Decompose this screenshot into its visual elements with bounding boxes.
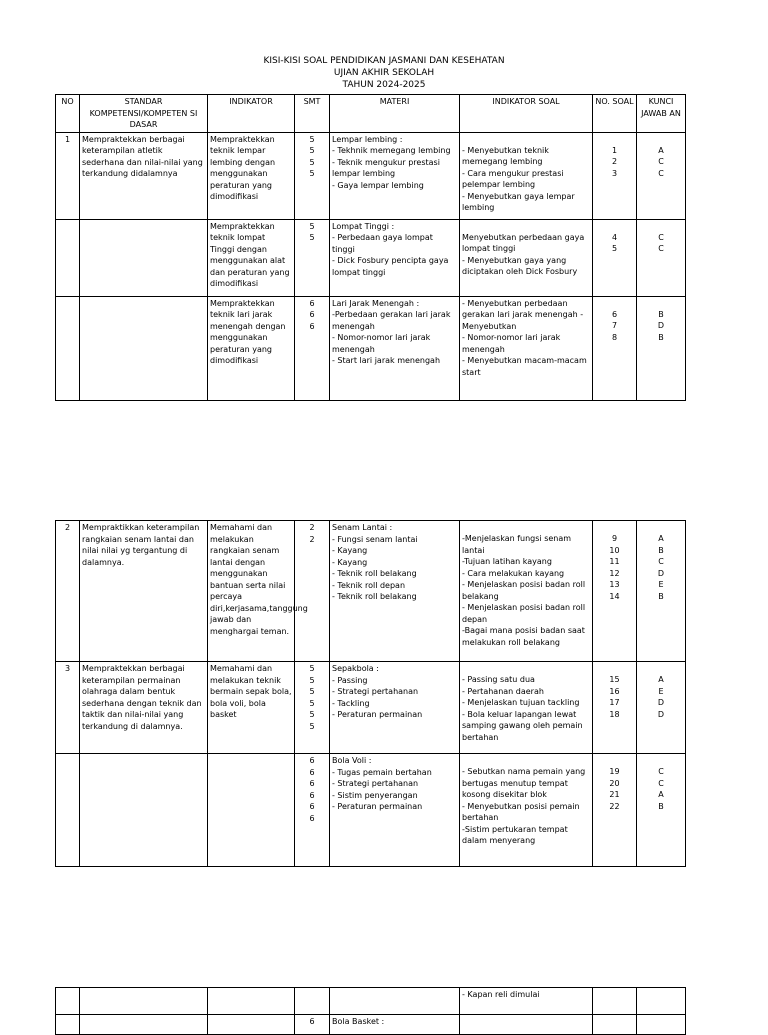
indikator-cell [208, 988, 295, 1015]
no-soal-value: 4 [611, 232, 618, 242]
indikator-soal-item: - Menyebutkan macam-macam start [462, 356, 587, 377]
smt-value: 5 [309, 664, 315, 673]
materi-item: - Tekhnik memegang lembing [332, 146, 451, 155]
indikator-cell: Memahami dan melakukan rangkaian senam lantai dengan menggunakan bantuan serta nilai percaya diri,kerjasama,tanggung jawab dan menghargai teman. [208, 521, 295, 662]
kunci-value: B [658, 332, 664, 342]
no-soal-value: 17 [609, 698, 620, 707]
indikator-soal-item: - Cara mengukur prestasi pelempar lembing [462, 168, 564, 189]
no-soal-cell [593, 662, 637, 754]
no-soal-value: 1 [611, 145, 618, 155]
standar-cell: Mempraktikkan keterampilan rangkaian senam lantai dan nilai nilai yg tergantung di dalamnya. [80, 521, 208, 662]
indikator-cell: Memahami dan melakukan teknik bermain sepak bola, bola voli, bola basket [208, 662, 295, 754]
smt-value: 2 [309, 523, 315, 532]
indikator-cell [208, 754, 295, 867]
materi-item: - Sistim penyerangan [332, 790, 418, 800]
no-soal-value: 3 [611, 168, 618, 178]
indikator-cell: Mempraktekkan teknik lompat Tinggi dengan menggunakan alat dan peraturan yang dimodifikasi [208, 219, 295, 296]
title-line-2: UJIAN AKHIR SEKOLAH [333, 68, 435, 78]
materi-item: - Strategi pertahanan [332, 779, 419, 788]
indikator-soal-item: - Menyebutkan gaya lempar lembing [462, 191, 575, 212]
smt-value: 5 [309, 221, 315, 231]
standar-cell [80, 1015, 208, 1035]
kunci-value: B [658, 309, 664, 319]
kunci-cell [637, 754, 686, 867]
materi-item: - Tackling [332, 698, 370, 708]
standar-cell [80, 296, 208, 400]
indikator-soal-item: - Cara melakukan kayang [462, 568, 565, 578]
title-line-3: TAHUN 2024-2025 [342, 80, 426, 90]
kunci-cell [637, 521, 686, 662]
materi-item: - Peraturan permainan [332, 710, 423, 719]
indikator-soal-item: - Menyebutkan gaya yang diciptakan oleh Dick Fosbury [462, 255, 578, 276]
no-soal-value: 11 [609, 557, 620, 566]
smt-cell [295, 219, 330, 296]
row-no [56, 296, 80, 400]
materi-cell [330, 988, 460, 1015]
smt-value: 5 [309, 146, 315, 155]
kunci-value: A [658, 145, 664, 155]
indikator-soal-item: - Menyebutkan teknik memegang lembing [462, 145, 549, 166]
document-title [0, 55, 768, 91]
kunci-cell [637, 296, 686, 400]
standar-cell [80, 754, 208, 867]
indikator-soal-item: -Tujuan latihan kayang [462, 557, 552, 566]
smt-value: 5 [309, 169, 315, 178]
indikator-soal-item: - Menyebutkan perbedaan gerakan lari jarak menengah - Menyebutkan [462, 298, 584, 331]
smt-value: 6 [309, 790, 315, 800]
no-soal-cell [593, 754, 637, 867]
indikator-soal-cell [460, 662, 593, 754]
indikator-soal-item: - Sebutkan nama pemain yang bertugas menutup tempat kosong disekitar blok [462, 767, 586, 799]
indikator-soal-cell [460, 219, 593, 296]
indikator-cell [208, 1015, 295, 1035]
table-row [56, 296, 686, 400]
materi-cell [330, 132, 460, 219]
no-soal-value: 12 [609, 568, 620, 578]
header-materi: MATERI [330, 95, 460, 133]
smt-value: 6 [309, 779, 315, 788]
no-soal-value: 20 [609, 778, 620, 788]
materi-item: - Passing [332, 675, 368, 685]
kunci-value: D [657, 709, 665, 719]
indikator-soal-item: - Passing satu dua [462, 675, 535, 684]
no-soal-value: 15 [609, 675, 620, 684]
smt-value: 5 [309, 698, 315, 708]
smt-value: 5 [309, 710, 315, 719]
no-soal-value: 9 [611, 534, 618, 543]
materi-cell [330, 521, 460, 662]
materi-item: Lompat Tinggi : [332, 221, 395, 231]
header-indikator-soal: INDIKATOR SOAL [460, 95, 593, 133]
row-no: 1 [56, 132, 80, 219]
no-soal-value: 10 [609, 545, 620, 555]
smt-value: 5 [309, 233, 315, 242]
materi-cell: Bola Basket : [330, 1015, 460, 1035]
kunci-value: B [658, 545, 664, 555]
table-row [56, 988, 686, 1015]
materi-item: - Strategi pertahanan [332, 687, 419, 696]
no-soal-cell [593, 988, 637, 1015]
no-soal-value: 5 [611, 244, 618, 253]
smt-value: 5 [309, 675, 315, 685]
no-soal-value: 7 [611, 321, 618, 330]
smt-value: 5 [309, 687, 315, 696]
smt-value: 6 [309, 756, 315, 765]
kunci-cell [637, 132, 686, 219]
kunci-value: C [658, 778, 664, 788]
materi-item: Bola Voli : [332, 756, 372, 765]
materi-item: - Teknik roll depan [332, 580, 406, 590]
smt-value: 5 [309, 134, 315, 144]
materi-item: - Kayang [332, 546, 368, 555]
materi-item: - Fungsi senam lantai [332, 534, 418, 544]
smt-value: 5 [309, 157, 315, 167]
kunci-cell [637, 988, 686, 1015]
indikator-soal-item: - Bola keluar lapangan lewat samping gawang oleh pemain bertahan [462, 709, 583, 742]
no-soal-value: 2 [611, 157, 618, 166]
row-no: 3 [56, 662, 80, 754]
kunci-value: D [657, 568, 665, 578]
smt-value: 2 [309, 534, 315, 544]
materi-item: - Teknik roll belakang [332, 569, 417, 578]
kunci-value: A [658, 534, 664, 543]
header-no: NO [56, 95, 80, 133]
indikator-soal-item: -Sistim pertukaran tempat dalam menyerang [462, 824, 568, 845]
no-soal-value: 22 [609, 801, 620, 811]
smt-cell [295, 132, 330, 219]
materi-item: - Dick Fosbury pencipta gaya lompat tinggi [332, 256, 449, 277]
header-smt: SMT [295, 95, 330, 133]
header-no-soal: NO. SOAL [593, 95, 637, 133]
no-soal-cell [593, 219, 637, 296]
smt-value: 6 [309, 298, 315, 308]
smt-value: 6 [309, 321, 315, 331]
smt-cell: 6 [295, 1015, 330, 1035]
kunci-cell [637, 219, 686, 296]
no-soal-value: 13 [609, 580, 620, 589]
materi-item: Lari Jarak Menengah : [332, 298, 420, 308]
smt-cell [295, 296, 330, 400]
standar-cell: Mempraktekkan berbagai keterampilan permainan olahraga dalam bentuk sederhana dengan teknik dan taktik dan nilai-nilai yang terkandung di dalamnya. [80, 662, 208, 754]
smt-cell [295, 988, 330, 1015]
kunci-value: E [658, 686, 664, 696]
materi-cell [330, 296, 460, 400]
kisi-kisi-table-1 [55, 94, 686, 401]
header-indikator: INDIKATOR [208, 95, 295, 133]
table-row [56, 219, 686, 296]
smt-cell [295, 754, 330, 867]
indikator-soal-cell: - Kapan reli dimulai [460, 988, 593, 1015]
no-soal-cell [593, 521, 637, 662]
row-no [56, 219, 80, 296]
smt-value: 6 [309, 802, 315, 811]
indikator-soal-cell [460, 296, 593, 400]
materi-cell [330, 662, 460, 754]
no-soal-cell [593, 296, 637, 400]
materi-item: Sepakbola : [332, 664, 379, 673]
kunci-value: D [657, 321, 665, 330]
smt-cell [295, 521, 330, 662]
row-no [56, 988, 80, 1015]
standar-cell [80, 988, 208, 1015]
materi-cell [330, 219, 460, 296]
materi-item: - Nomor-nomor lari jarak menengah [332, 333, 431, 354]
kunci-value: C [658, 767, 664, 776]
smt-cell [295, 662, 330, 754]
table-row [56, 521, 686, 662]
kunci-value: A [658, 675, 664, 684]
materi-item: - Kayang [332, 557, 368, 567]
materi-item: - Teknik roll belakang [332, 592, 417, 601]
indikator-soal-item: - Menyebutkan posisi pemain bertahan [462, 801, 580, 822]
kunci-value: C [658, 157, 664, 166]
table-row [56, 662, 686, 754]
smt-value: 5 [309, 721, 315, 731]
kunci-cell [637, 1015, 686, 1035]
materi-cell [330, 754, 460, 867]
kunci-cell [637, 662, 686, 754]
kisi-kisi-table-2 [55, 520, 686, 867]
title-line-1: KISI-KISI SOAL PENDIDIKAN JASMANI DAN KESEHATAN [263, 56, 505, 66]
no-soal-value: 18 [609, 709, 620, 719]
kunci-value: C [658, 168, 664, 178]
materi-item: - Perbedaan gaya lompat tinggi [332, 233, 433, 254]
no-soal-value: 21 [609, 790, 620, 799]
indikator-soal-item: - Pertahanan daerah [462, 686, 544, 696]
kunci-value: D [657, 698, 665, 707]
kunci-value: C [658, 232, 664, 242]
materi-item: - Tugas pemain bertahan [332, 767, 432, 777]
materi-item: - Peraturan permainan [332, 802, 423, 811]
materi-item: - Teknik mengukur prestasi lempar lembing [332, 157, 440, 178]
kunci-value: C [658, 244, 664, 253]
materi-item: - Start lari jarak menengah [332, 356, 441, 365]
indikator-soal-item: - Menjelaskan posisi badan roll depan [462, 603, 586, 624]
materi-item: Senam Lantai : [332, 523, 393, 532]
indikator-soal-item: -Menjelaskan fungsi senam lantai [462, 534, 572, 555]
row-no: 2 [56, 521, 80, 662]
header-standar: STANDAR KOMPETENSI/KOMPETEN SI DASAR [80, 95, 208, 133]
table-row [56, 132, 686, 219]
kunci-value: E [658, 580, 664, 589]
materi-item: -Perbedaan gerakan lari jarak menengah [332, 310, 451, 331]
indikator-cell: Mempraktekkan teknik lari jarak menengah dengan menggunakan peraturan yang dimodifikasi [208, 296, 295, 400]
indikator-soal-item: - Menjelaskan posisi badan roll belakang [462, 580, 586, 601]
indikator-soal-cell [460, 754, 593, 867]
materi-item: - Gaya lempar lembing [332, 180, 424, 190]
no-soal-value: 14 [609, 591, 620, 601]
smt-value: 6 [309, 813, 315, 823]
indikator-soal-cell [460, 521, 593, 662]
no-soal-value: 8 [611, 332, 618, 342]
no-soal-value: 6 [611, 309, 618, 319]
indikator-soal-item: Menyebutkan perbedaan gaya lompat tinggi [462, 232, 585, 253]
no-soal-value: 16 [609, 686, 620, 696]
indikator-soal-item: - Nomor-nomor lari jarak menengah [462, 333, 561, 354]
no-soal-cell [593, 1015, 637, 1035]
standar-cell [80, 219, 208, 296]
no-soal-value: 19 [609, 767, 620, 776]
table-row [56, 754, 686, 867]
no-soal-cell [593, 132, 637, 219]
indikator-soal-cell [460, 132, 593, 219]
row-no [56, 1015, 80, 1035]
smt-value: 6 [309, 310, 315, 319]
materi-item: Lempar lembing : [332, 134, 403, 144]
indikator-soal-item: -Bagai mana posisi badan saat melakukan roll belakang [462, 626, 585, 647]
smt-value: 6 [309, 767, 315, 777]
indikator-soal-item: - Menjelaskan tujuan tackling [462, 698, 580, 707]
standar-cell: Mempraktekkan berbagai keterampilan atletik sederhana dan nilai-nilai yang terkandung didalamnya [80, 132, 208, 219]
kisi-kisi-table-3 [55, 987, 686, 1035]
header-kunci: KUNCI JAWAB AN [637, 95, 686, 133]
kunci-value: A [658, 790, 664, 799]
table-row [56, 1015, 686, 1035]
indikator-cell: Mempraktekkan teknik lempar lembing dengan menggunakan peraturan yang dimodifikasi [208, 132, 295, 219]
kunci-value: B [658, 591, 664, 601]
kunci-value: B [658, 801, 664, 811]
kunci-value: C [658, 557, 664, 566]
indikator-soal-cell [460, 1015, 593, 1035]
row-no [56, 754, 80, 867]
table-header-row [56, 95, 686, 133]
